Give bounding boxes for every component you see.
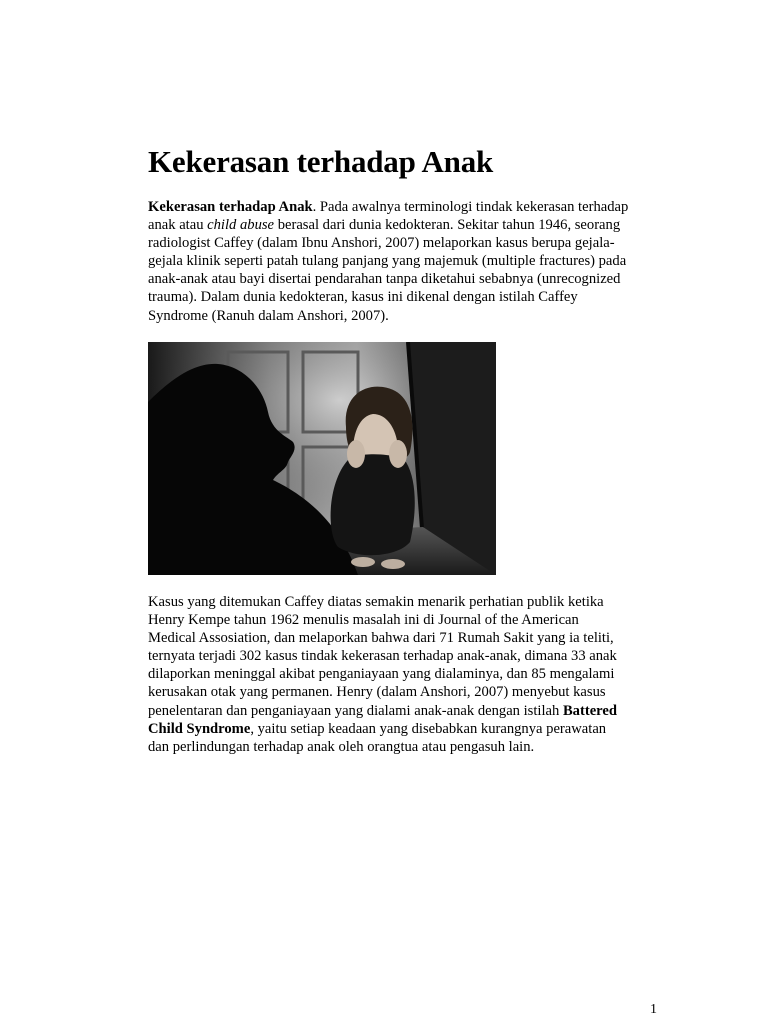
page-number: 1 [650,1002,657,1017]
history-paragraph [148,593,668,756]
page-title: Kekerasan terhadap Anak [148,144,494,179]
paragraph-line: dan perlindungan terhadap anak oleh orangtua atau pengasuh lain. [148,738,535,755]
paragraph-line: gejala klinik seperti patah tulang panjang yang majemuk (multiple fractures) pada [148,253,627,270]
text-run: anak atau [148,217,208,234]
paragraph-line: anak-anak atau bayi disertai pendarahan tanpa diketahui sebabnya (unrecognized [148,271,621,288]
italic-term: child abuse [207,217,275,234]
paragraph-line: ternyata terjadi 302 kasus tindak kekerasan terhadap anak-anak, dimana 33 anak [148,648,617,665]
paragraph-line [148,198,668,216]
bold-term: Battered [562,702,617,719]
text-run: penelentaran dan penganiayaan yang dialami anak-anak dengan istilah [148,702,563,719]
paragraph-line: dilaporkan meninggal akibat penganiayaan yang dialaminya, dan 85 mengalami [148,666,615,683]
bold-term: Child Syndrome [148,720,251,737]
intro-paragraph [148,198,668,325]
photo-child-abuse-shadow-icon [148,342,496,575]
paragraph-line [148,216,668,234]
paragraph-line: Kasus yang ditemukan Caffey diatas semakin menarik perhatian publik ketika [148,594,604,610]
paragraph-line: radiologist Caffey (dalam Ibnu Anshori, 2007) melaporkan kasus berupa gejala- [148,235,615,252]
text-run: , yaitu setiap keadaan yang disebabkan kurangnya perawatan [250,720,607,737]
paragraph-line [148,720,668,738]
paragraph-line: Henry Kempe tahun 1962 menulis masalah ini di Journal of the American [148,612,579,629]
paragraph-line: kerusakan otak yang permanen. Henry (dalam Anshori, 2007) menyebut kasus [148,684,606,701]
paragraph-line: trauma). Dalam dunia kedokteran, kasus ini dikenal dengan istilah Caffey [148,289,578,306]
paragraph-line [148,702,668,720]
text-run: . Pada awalnya terminologi tindak kekerasan terhadap [312,199,629,215]
text-run: berasal dari dunia kedokteran. Sekitar tahun 1946, seorang [274,217,621,234]
bold-term: Kekerasan terhadap Anak [148,199,313,215]
child-abuse-photo [148,342,496,575]
paragraph-line: Syndrome (Ranuh dalam Anshori, 2007). [148,307,389,324]
paragraph-line: Medical Assosiation, dan melaporkan bahwa dari 71 Rumah Sakit yang ia teliti, [148,630,614,647]
